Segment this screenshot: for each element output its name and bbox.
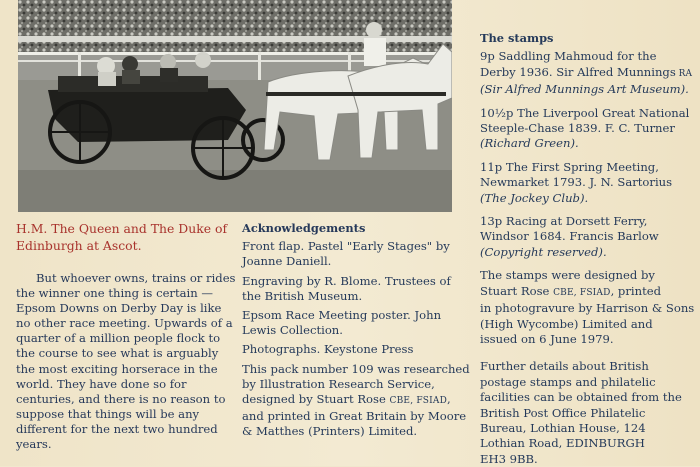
pack-credits-honours: CBE, FSIAD bbox=[389, 396, 448, 407]
further-details bbox=[480, 359, 698, 467]
design-line-1: The stamps were designed by bbox=[480, 268, 655, 283]
ack-entry-photographs: Photographs. Keystone Press bbox=[242, 342, 414, 357]
pack-credits-end: , and printed in Great Britain by Moore & Matthes (Printers) Limited. bbox=[242, 392, 467, 439]
ack-entry-engraving: Engraving by R. Blome. Trustees of the British Museum. bbox=[242, 273, 451, 303]
further-line-7: EH3 9BB. bbox=[480, 451, 538, 466]
design-honours: CBE, FSIAD bbox=[553, 287, 611, 298]
stamp-9p-artist-name: Derby 1936. Sir Alfred Munnings bbox=[480, 64, 676, 79]
stamp-9p-artist bbox=[480, 65, 698, 82]
acknowledgements-section bbox=[242, 221, 470, 444]
stamp-10p-artist: Steeple-Chase 1839. F. C. Turner bbox=[480, 121, 675, 136]
caption-line-1: H.M. The Queen and The Duke of bbox=[16, 221, 228, 236]
epsom-body-text bbox=[16, 271, 238, 452]
carriage-photo-icon bbox=[18, 0, 452, 212]
stamp-item-9p bbox=[480, 49, 698, 97]
further-line-3: facilities can be obtained from the bbox=[480, 390, 682, 405]
ascot-carriage-photo bbox=[18, 0, 452, 212]
stamp-10p-title: 10½p The Liverpool Great National bbox=[480, 105, 690, 120]
ack-entry-front-flap: Front flap. Pastel "Early Stages" by Joanne Daniell. bbox=[242, 239, 450, 269]
ack-entry-poster: Epsom Race Meeting poster. John Lewis Collection. bbox=[242, 308, 442, 338]
stamp-item-13p bbox=[480, 214, 698, 260]
stamp-design-info bbox=[480, 268, 698, 347]
stamps-section bbox=[480, 31, 698, 467]
design-line-3: in photogravure by Harrison & Sons bbox=[480, 301, 695, 316]
further-line-1: Further details about British bbox=[480, 359, 649, 374]
design-designer: Stuart Rose bbox=[480, 283, 554, 298]
stamp-13p-artist: Windsor 1684. Francis Barlow bbox=[480, 229, 659, 244]
stamp-11p-artist: Newmarket 1793. J. N. Sartorius bbox=[480, 175, 673, 190]
acknowledgements-heading: Acknowledgements bbox=[242, 221, 366, 235]
design-printed: , printed bbox=[610, 283, 662, 298]
design-line-2 bbox=[480, 284, 698, 301]
pack-credits-start: This pack number 109 was researched by Illustration Research Service, designed by Stuart Rose bbox=[242, 361, 470, 407]
further-line-6: Lothian Road, EDINBURGH bbox=[480, 436, 645, 451]
further-line-2: postage stamps and philatelic bbox=[480, 374, 656, 389]
stamps-heading: The stamps bbox=[480, 31, 554, 45]
stamp-item-11p bbox=[480, 160, 698, 206]
stamp-13p-credit: (Copyright reserved). bbox=[480, 244, 607, 259]
stamp-9p-ra: RA bbox=[675, 68, 692, 79]
caption-line-2: Edinburgh at Ascot. bbox=[16, 238, 142, 253]
stamp-13p-title: 13p Racing at Dorsett Ferry, bbox=[480, 214, 648, 229]
pack-credits bbox=[242, 362, 470, 440]
body-paragraph: But whoever owns, trains or rides the winner one thing is certain — Epsom Downs on Derby Day is like no other race meeting. Upwards of a quarter of a million people flock to the course to see what is arguably the most exciting horserace in the world. They have done so for centuries, and there is no reason to suppose that things will be any different for the next two hundred years. bbox=[16, 271, 236, 452]
stamp-11p-credit: (The Jockey Club). bbox=[480, 190, 589, 205]
further-line-4: British Post Office Philatelic bbox=[480, 405, 646, 420]
design-line-5: issued on 6 June 1979. bbox=[480, 331, 614, 346]
stamp-item-10p bbox=[480, 106, 698, 152]
stamp-9p-credit: (Sir Alfred Munnings Art Museum). bbox=[480, 82, 689, 97]
stamp-10p-credit: (Richard Green). bbox=[480, 136, 579, 151]
design-line-4: (High Wycombe) Limited and bbox=[480, 316, 653, 331]
stamp-9p-title: 9p Saddling Mahmoud for the bbox=[480, 49, 657, 64]
further-line-5: Bureau, Lothian House, 124 bbox=[480, 420, 646, 435]
stamp-11p-title: 11p The First Spring Meeting, bbox=[480, 159, 659, 174]
photo-caption bbox=[16, 220, 238, 254]
